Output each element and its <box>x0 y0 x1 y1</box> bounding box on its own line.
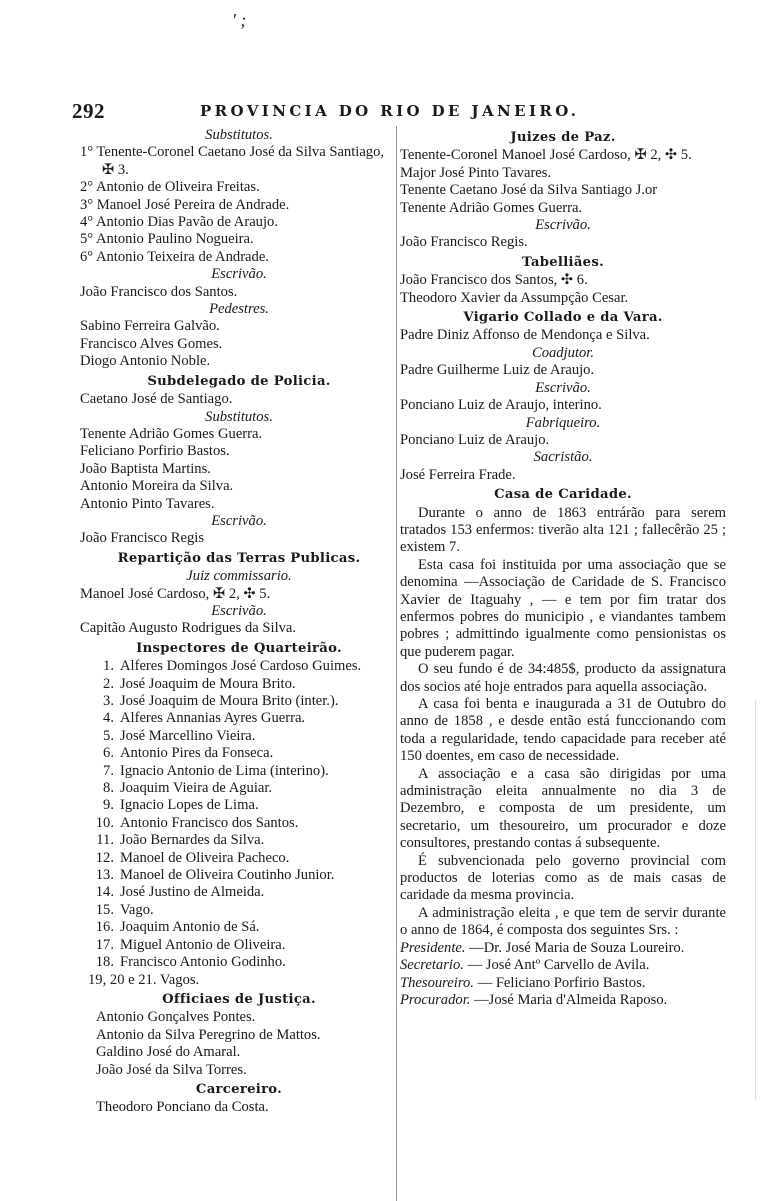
running-head: PROVINCIA DO RIO DE JANEIRO. <box>200 102 580 120</box>
inspector-row <box>80 658 398 675</box>
inspector-row <box>80 884 398 901</box>
section-subheading: Juiz commissario. <box>186 568 292 585</box>
inspector-number: 5. <box>103 727 114 744</box>
inspector-number: 17. <box>95 936 114 953</box>
list-item: 2° Antonio de Oliveira Freitas. <box>80 179 260 196</box>
inspector-number: 2. <box>103 675 114 692</box>
list-item: João Francisco dos Santos, ✣ 6. <box>400 272 588 289</box>
inspector-row <box>80 832 398 849</box>
inspector-row <box>80 867 398 884</box>
inspector-row <box>80 728 398 745</box>
inspector-row <box>80 745 398 762</box>
inspector-number: 1. <box>103 658 114 675</box>
list-item: João Baptista Martins. <box>80 460 211 477</box>
paragraph: Esta casa foi instituida por uma associação que se denomina —Associação de Caridade de S. Francisco Xavier de Itaguahy , — e tem por fim tratar dos enfermos pobres do municipio , e viandantes tambem pobres ; admittindo igualmente como pensionistas os que puderem pagar. <box>400 556 726 660</box>
inspector-row <box>80 919 398 936</box>
list-item: Tenente Adrião Gomes Guerra. <box>400 199 583 216</box>
inspector-name: José Marcellino Vieira. <box>120 727 256 744</box>
list-item: Caetano José de Santiago. <box>80 391 233 408</box>
list-item: Major José Pinto Tavares. <box>400 164 552 181</box>
administracao-list <box>400 940 726 1010</box>
section-heading: Juizes de Paz. <box>510 130 616 145</box>
inspector-number: 6. <box>103 745 114 762</box>
section-heading: Officiaes de Justiça. <box>162 991 316 1007</box>
administracao-row <box>400 957 726 974</box>
inspector-number: 7. <box>103 762 114 779</box>
officer-role: Thesoureiro. <box>400 974 474 991</box>
left-column <box>80 127 398 1117</box>
section-heading: Vigario Collado e da Vara. <box>463 310 663 326</box>
inspector-name: Antonio Pires da Fonseca. <box>120 745 274 762</box>
section-heading: Tabelliães. <box>522 254 604 270</box>
list-item: 4° Antonio Dias Pavão de Araujo. <box>80 214 278 231</box>
section-heading: Carcereiro. <box>195 1081 283 1097</box>
inspector-number: 9. <box>103 797 114 814</box>
inspector-name: Francisco Antonio Godinho. <box>120 954 286 971</box>
section-subheading: Pedestres. <box>209 301 269 318</box>
inspectores-list <box>80 658 398 971</box>
list-item: Tenente-Coronel Manoel José Cardoso, ✠ 2, ✣ 5. <box>400 147 692 164</box>
inspector-number: 11. <box>96 832 114 849</box>
list-item: Antonio da Silva Peregrino de Mattos. <box>96 1026 321 1043</box>
inspector-row <box>80 780 398 797</box>
inspector-name: Alferes Annanias Ayres Guerra. <box>120 710 306 727</box>
section-subheading: Substitutos. <box>205 127 273 143</box>
list-item: Francisco Alves Gomes. <box>80 335 223 352</box>
list-item: Theodoro Ponciano da Costa. <box>96 1099 269 1116</box>
list-item: 3° Manoel José Pereira de Andrade. <box>80 196 290 213</box>
section-subheading: Coadjutor. <box>531 344 595 361</box>
list-item: José Ferreira Frade. <box>400 466 516 483</box>
section-subheading: Sacristão. <box>533 449 593 466</box>
inspector-number: 10. <box>95 814 114 831</box>
inspector-number: 4. <box>103 710 114 727</box>
inspector-name: Manoel de Oliveira Coutinho Junior. <box>120 867 335 884</box>
list-item: Padre Diniz Affonso de Mendonça e Silva. <box>400 327 650 344</box>
inspector-number: 16. <box>95 919 114 936</box>
paragraph: A associação e a casa são dirigidas por uma administração eleita annualmente no dia 3 de Dezembro, e composta de um presidente, um secretario, um thesoureiro, um procurador e doze consultores, prestando contas á subsequente. <box>400 765 726 852</box>
inspector-name: José Joaquim de Moura Brito (inter.). <box>120 693 339 709</box>
inspector-name: Joaquim Vieira de Aguiar. <box>120 780 273 797</box>
officer-name: —José Maria d'Almeida Raposo. <box>474 991 668 1008</box>
list-item: João José da Silva Torres. <box>96 1061 247 1078</box>
inspector-number: 14. <box>95 884 114 901</box>
section-subheading: Escrivão. <box>211 512 267 529</box>
inspector-row <box>80 954 398 971</box>
page-header <box>72 99 592 123</box>
section-heading: Repartição das Terras Publicas. <box>117 550 361 566</box>
inspector-name: Manoel de Oliveira Pacheco. <box>120 849 290 866</box>
inspector-name: Antonio Francisco dos Santos. <box>120 814 299 831</box>
list-item: Ponciano Luiz de Araujo, interino. <box>400 397 602 414</box>
list-item: Galdino José do Amaral. <box>96 1044 241 1061</box>
inspector-number: 18. <box>95 954 114 971</box>
inspector-name: Miguel Antonio de Oliveira. <box>120 936 286 953</box>
list-item: Tenente Caetano José da Silva Santiago J.or <box>400 182 658 199</box>
inspector-row <box>80 676 398 693</box>
page-number: 292 <box>72 99 105 123</box>
inspector-row <box>80 902 398 919</box>
list-item: João Francisco Regis <box>80 530 205 547</box>
inspector-name: Ignacio Lopes de Lima. <box>120 797 259 814</box>
inspector-row <box>80 937 398 954</box>
section-subheading: Escrivão. <box>211 266 267 283</box>
section-subheading: Escrivão. <box>535 217 591 234</box>
officer-name: — José Antº Carvello de Avila. <box>467 957 650 974</box>
inspector-row <box>80 797 398 814</box>
inspector-number: 15. <box>95 901 114 918</box>
section-subheading: Fabriqueiro. <box>525 414 601 431</box>
list-item: Padre Guilherme Luiz de Araujo. <box>400 362 595 379</box>
list-item: Theodoro Xavier da Assumpção Cesar. <box>400 289 629 306</box>
inspector-name: José Joaquim de Moura Brito. <box>120 675 296 692</box>
inspector-row <box>80 850 398 867</box>
paragraph: O seu fundo é de 34:485$, producto da assignatura dos socios até hoje entrados para aquella associação. <box>400 661 726 695</box>
list-item: 19, 20 e 21. Vagos. <box>88 971 200 988</box>
paragraph: A administração eleita , e que tem de servir durante o anno de 1864, é composta dos seguintes Srs. : <box>400 904 726 939</box>
inspector-row <box>80 815 398 832</box>
section-subheading: Escrivão. <box>211 602 267 619</box>
inspector-name: João Bernardes da Silva. <box>120 832 265 849</box>
list-item: Sabino Ferreira Galvão. <box>80 318 220 335</box>
paragraph: Durante o anno de 1863 entrárão para serem tratados 153 enfermos: tiverão alta 121 ; fallecêrão 25 ; existem 7. <box>400 504 726 556</box>
list-item: Ponciano Luiz de Araujo. <box>400 431 550 448</box>
inspector-name: Joaquim Antonio de Sá. <box>120 919 260 936</box>
margin-rule <box>755 700 756 1100</box>
list-item: João Francisco Regis. <box>400 234 528 251</box>
inspector-name: José Justino de Almeida. <box>120 884 265 901</box>
officer-role: Secretario. <box>400 957 464 974</box>
inspector-number: 8. <box>103 780 114 797</box>
section-subheading: Substitutos. <box>205 408 273 425</box>
officer-role: Presidente. <box>400 939 466 956</box>
inspector-name: Alferes Domingos José Cardoso Guimes. <box>120 658 362 675</box>
inspector-number: 12. <box>95 849 114 866</box>
officer-name: —Dr. José Maria de Souza Loureiro. <box>469 939 685 956</box>
inspector-row <box>80 693 398 710</box>
section-subheading: Escrivão. <box>535 379 591 396</box>
paragraph: A casa foi benta e inaugurada a 31 de Outubro do anno de 1858 , e desde então está funccionando com toda a regularidade, tendo capacidade para receber até 150 doentes, em caso de necessidade. <box>400 696 726 765</box>
administracao-row <box>400 992 726 1009</box>
list-item: Tenente Adrião Gomes Guerra. <box>80 425 263 442</box>
list-item: Antonio Pinto Tavares. <box>80 495 215 512</box>
list-item: Feliciano Porfirio Bastos. <box>80 443 230 460</box>
list-item: Antonio Gonçalves Pontes. <box>96 1009 256 1026</box>
right-column <box>398 127 726 1009</box>
inspector-row <box>80 763 398 780</box>
paragraph: É subvencionada pelo governo provincial com productos de loterias como as de mais casas de caridade da mesma provincia. <box>400 852 726 904</box>
list-item: 5° Antonio Paulino Nogueira. <box>80 231 254 248</box>
section-heading: Casa de Caridade. <box>494 487 632 503</box>
list-item: 6° Antonio Teixeira de Andrade. <box>80 248 269 265</box>
list-item: Manoel José Cardoso, ✠ 2, ✣ 5. <box>80 585 271 602</box>
inspector-row <box>80 710 398 727</box>
administracao-row <box>400 940 726 957</box>
inspector-number: 13. <box>95 867 114 884</box>
officer-role: Procurador. <box>400 991 471 1008</box>
stray-ink-mark: ' ; <box>232 10 247 30</box>
inspector-name: Ignacio Antonio de Lima (interino). <box>120 762 329 779</box>
administracao-row <box>400 975 726 992</box>
section-heading: Subdelegado de Policia. <box>147 373 331 389</box>
officer-name: — Feliciano Porfirio Bastos. <box>477 974 646 991</box>
inspector-name: Vago. <box>120 901 154 918</box>
list-item: Diogo Antonio Noble. <box>80 353 211 370</box>
list-item: Capitão Augusto Rodrigues da Silva. <box>80 620 297 637</box>
list-item: Antonio Moreira da Silva. <box>80 478 234 495</box>
section-heading: Inspectores de Quarteirão. <box>136 640 342 656</box>
list-item: 1° Tenente-Coronel Caetano José da Silva Santiago, ✠ 3. <box>80 144 385 178</box>
list-item: João Francisco dos Santos. <box>80 283 238 300</box>
inspector-number: 3. <box>103 693 114 709</box>
